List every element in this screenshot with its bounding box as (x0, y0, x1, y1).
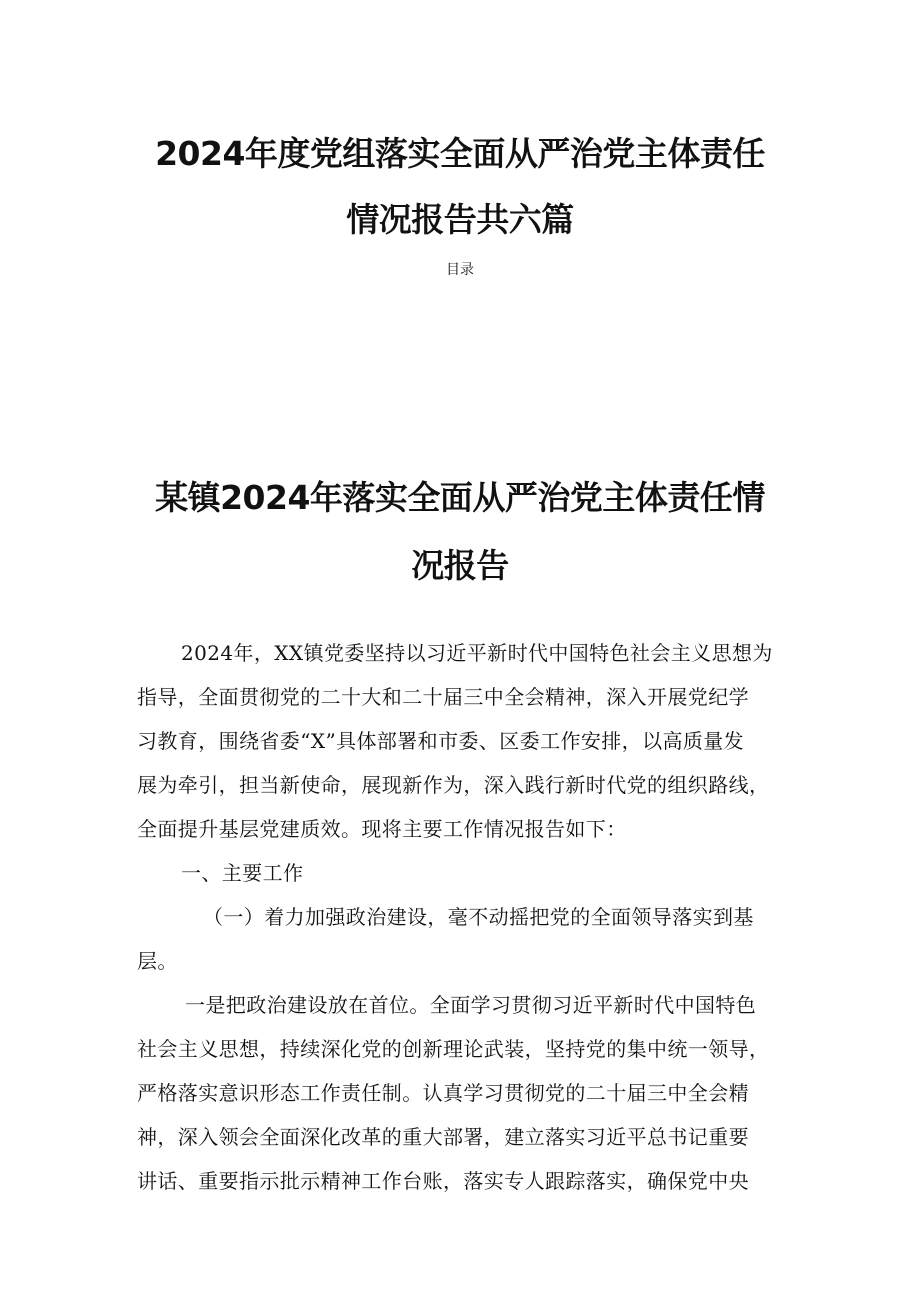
body-paragraph-line: 习教育，围绕省委“X”具体部署和市委、区委工作安排，以高质量发 (137, 729, 745, 753)
subsection-heading-continuation: 层。 (137, 949, 178, 973)
document-title-line-2: 情况报告共六篇 (346, 200, 574, 239)
body-paragraph-line: 讲话、重要指示批示精神工作台账，落实专人跟踪落实，确保党中央 (137, 1169, 749, 1193)
report-title-line-2: 况报告 (411, 546, 509, 585)
body-paragraph-line: 一是把政治建设放在首位。全面学习贯彻习近平新时代中国特色 (185, 993, 757, 1017)
body-paragraph-line: 社会主义思想，持续深化党的创新理论武装，坚持党的集中统一领导， (137, 1037, 770, 1061)
body-paragraph-line: 2024年，XX镇党委坚持以习近平新时代中国特色社会主义思想为 (181, 641, 773, 665)
subsection-heading: （一）着力加强政治建设，毫不动摇把党的全面领导落实到基 (203, 905, 754, 929)
body-paragraph-line: 神，深入领会全面深化改革的重大部署，建立落实习近平总书记重要 (137, 1125, 749, 1149)
body-paragraph-line: 指导，全面贯彻党的二十大和二十届三中全会精神，深入开展党纪学 (137, 685, 749, 709)
body-paragraph-line: 全面提升基层党建质效。现将主要工作情况报告如下： (137, 817, 627, 841)
report-title-line-1: 某镇2024年落实全面从严治党主体责任情 (155, 478, 765, 517)
document-title-line-1: 2024年度党组落实全面从严治党主体责任 (155, 134, 765, 173)
body-paragraph-line: 严格落实意识形态工作责任制。认真学习贯彻党的二十届三中全会精 (137, 1081, 749, 1105)
table-of-contents-label: 目录 (446, 262, 474, 278)
section-heading: 一、主要工作 (181, 861, 304, 885)
body-paragraph-line: 展为牵引，担当新使命，展现新作为，深入践行新时代党的组织路线， (137, 773, 770, 797)
